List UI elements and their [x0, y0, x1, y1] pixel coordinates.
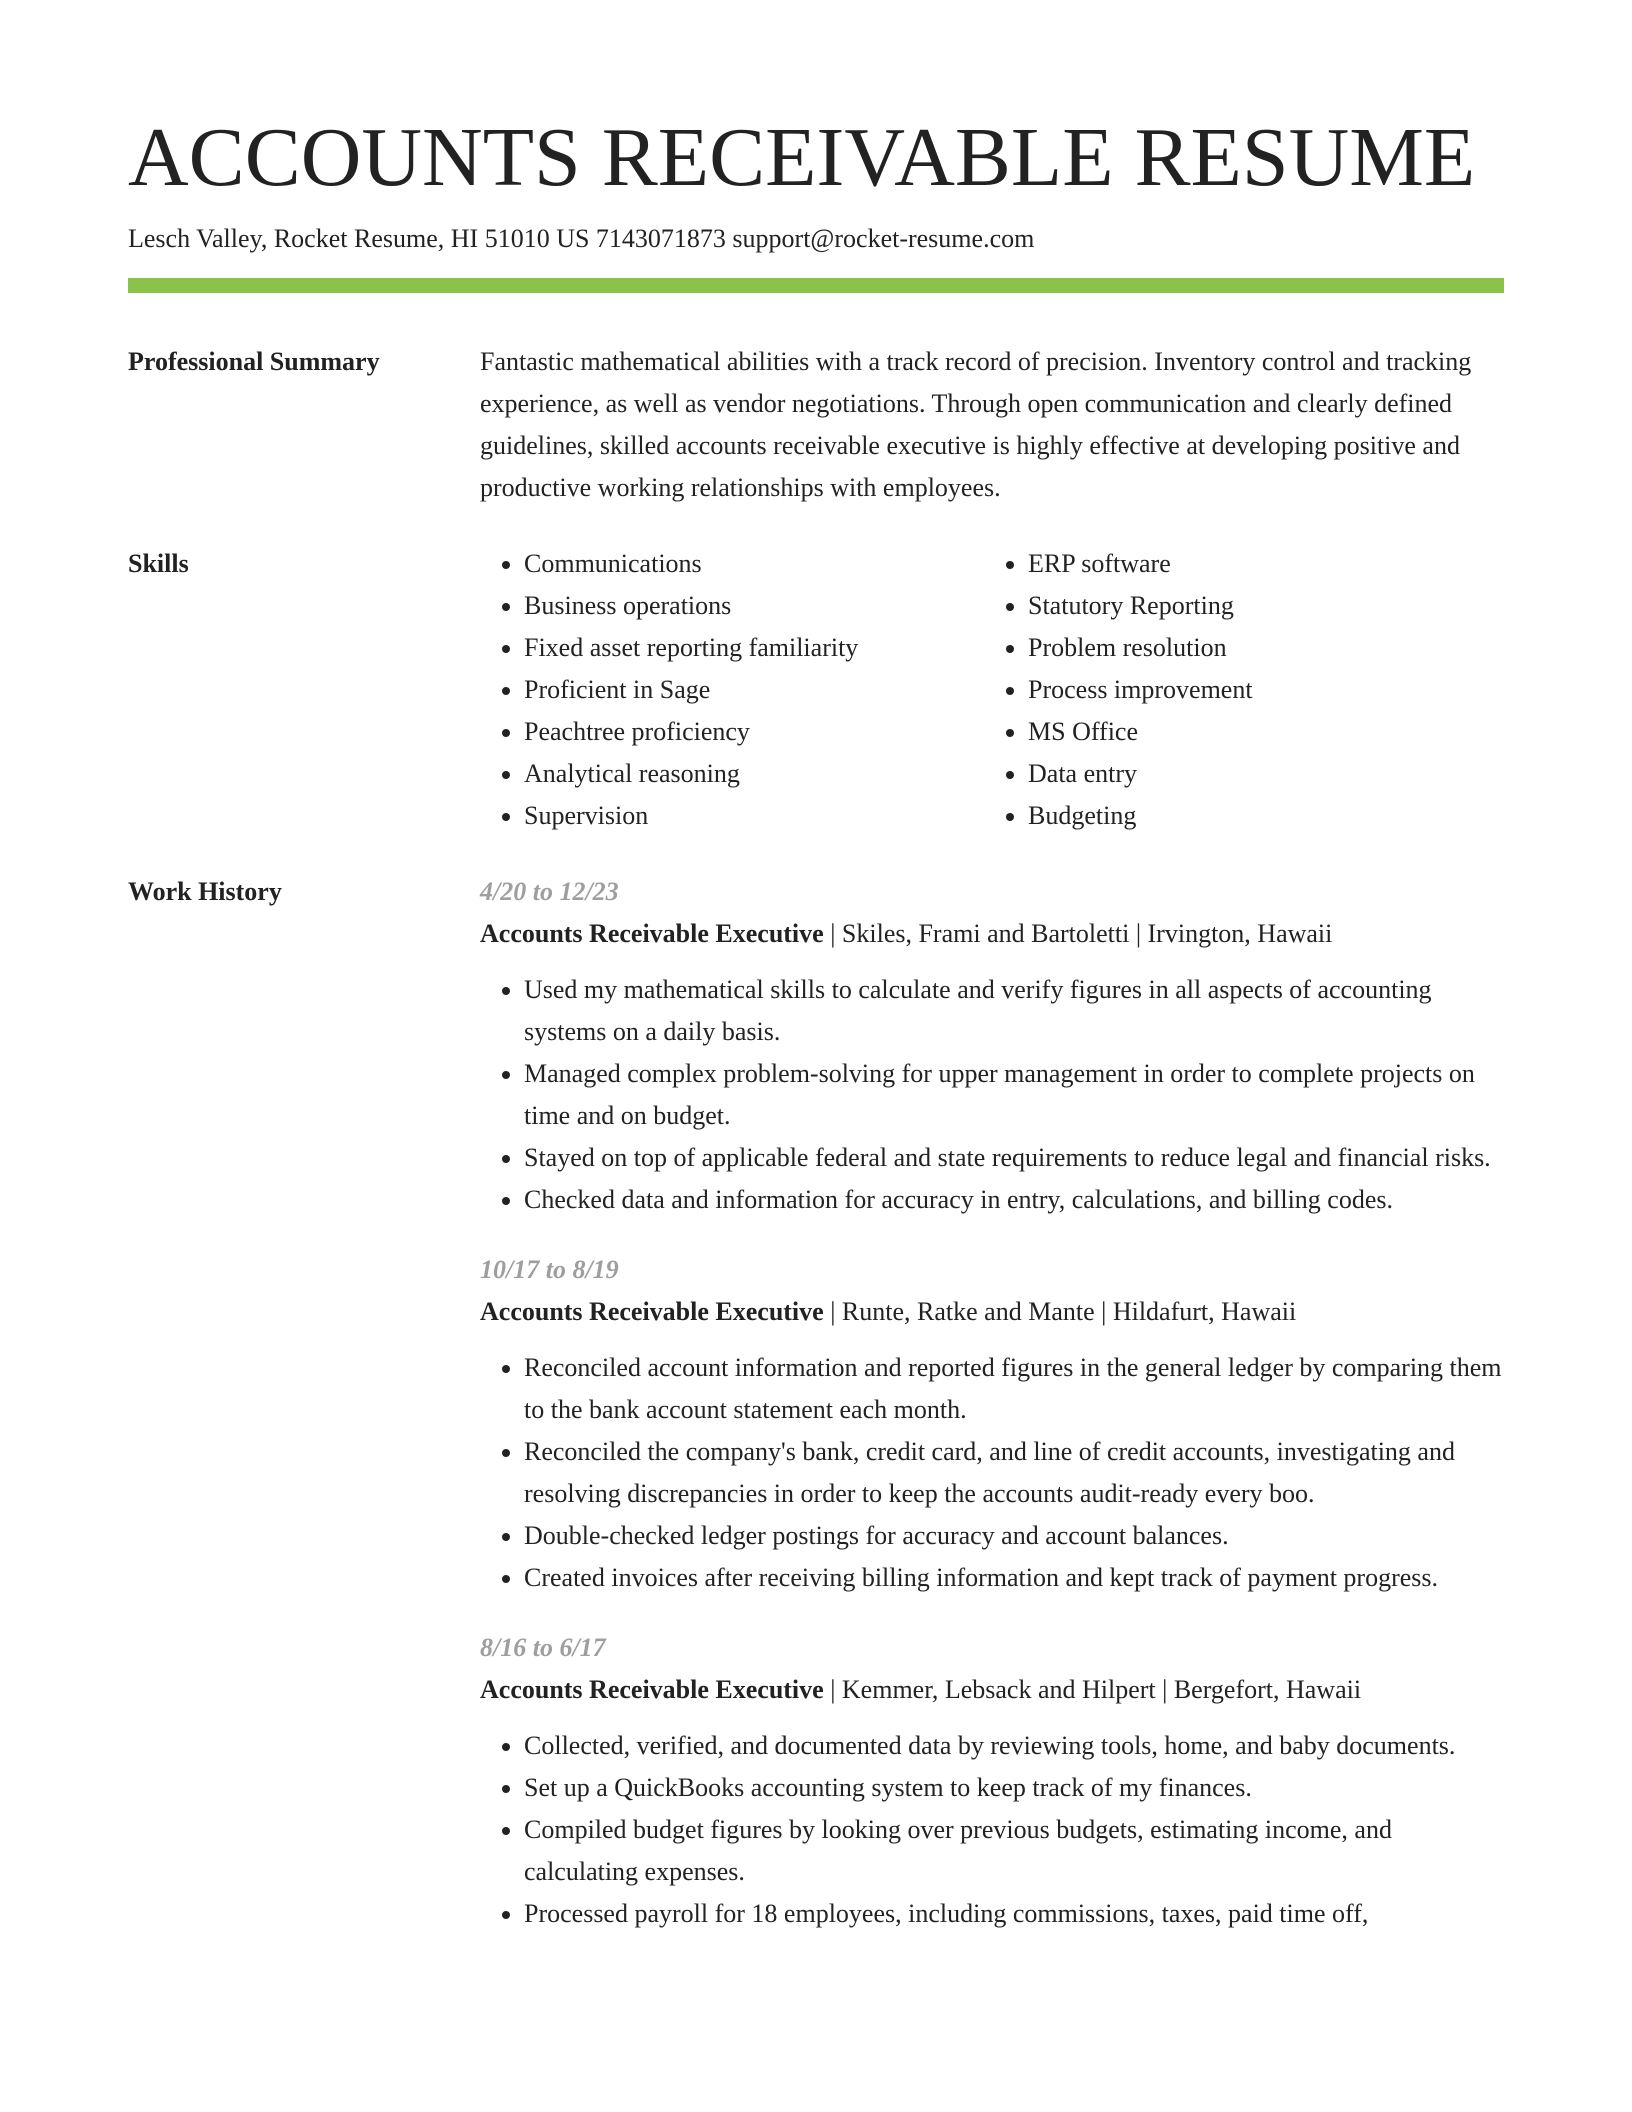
job-duty: • Used my mathematical skills to calculate and verify figures in all aspects of accounting systems on a daily basis.	[524, 969, 1504, 1053]
job-duty: • Collected, verified, and documented data by reviewing tools, home, and baby documents.	[524, 1725, 1504, 1767]
job-duties-list	[480, 1725, 1504, 1935]
skill-item: • Supervision	[524, 795, 984, 837]
job-entry	[480, 871, 1504, 1221]
job-duty: • Reconciled the company's bank, credit card, and line of credit accounts, investigating and resolving discrepancies in order to keep the accounts audit-ready every boo.	[524, 1431, 1504, 1515]
job-dates: 10/17 to 8/19	[480, 1255, 619, 1285]
job-duty: • Reconciled account information and reported figures in the general ledger by comparing them to the bank account statement each month.	[524, 1347, 1504, 1431]
job-employer-location: | Skiles, Frami and Bartoletti | Irvington, Hawaii	[823, 919, 1333, 949]
skill-item: • Data entry	[1028, 753, 1488, 795]
job-duty: • Double-checked ledger postings for accuracy and account balances.	[524, 1515, 1504, 1557]
skill-item: • MS Office	[1028, 711, 1488, 753]
skill-item: • Proficient in Sage	[524, 669, 984, 711]
job-duty: • Checked data and information for accuracy in entry, calculations, and billing codes.	[524, 1179, 1504, 1221]
job-title: Accounts Receivable Executive	[480, 1675, 824, 1705]
job-heading	[480, 1669, 1504, 1711]
accent-divider	[128, 278, 1504, 293]
resume-title: ACCOUNTS RECEIVABLE RESUME	[128, 111, 1476, 204]
skill-item: • Problem resolution	[1028, 627, 1488, 669]
job-title: Accounts Receivable Executive	[480, 1297, 824, 1327]
section-heading-skills: Skills	[128, 549, 189, 579]
section-heading-work: Work History	[128, 877, 282, 907]
skills-section	[128, 543, 1504, 837]
job-heading	[480, 913, 1504, 955]
job-dates: 8/16 to 6/17	[480, 1633, 606, 1663]
job-duties-list	[480, 969, 1504, 1221]
skill-item: • Statutory Reporting	[1028, 585, 1488, 627]
skill-item: • ERP software	[1028, 543, 1488, 585]
job-duty: • Created invoices after receiving billing information and kept track of payment progress.	[524, 1557, 1504, 1599]
skill-item: • Budgeting	[1028, 795, 1488, 837]
job-duties-list	[480, 1347, 1504, 1599]
job-duty: • Stayed on top of applicable federal and state requirements to reduce legal and financial risks.	[524, 1137, 1504, 1179]
job-duty: • Processed payroll for 18 employees, including commissions, taxes, paid time off,	[524, 1893, 1504, 1935]
summary-text: Fantastic mathematical abilities with a track record of precision. Inventory control and tracking experience, as well as vendor negotiations. Through open communication and clearly defined guidelines, skilled accounts receivable executive is highly effective at developing positive and productive working relationships with employees.	[480, 347, 1472, 503]
job-heading	[480, 1291, 1504, 1333]
job-entry	[480, 1249, 1504, 1599]
job-dates: 4/20 to 12/23	[480, 877, 619, 907]
job-employer-location: | Runte, Ratke and Mante | Hildafurt, Hawaii	[823, 1297, 1297, 1327]
skill-item: • Communications	[524, 543, 984, 585]
job-duty: • Set up a QuickBooks accounting system to keep track of my finances.	[524, 1767, 1504, 1809]
skill-item: • Business operations	[524, 585, 984, 627]
skill-item: • Peachtree proficiency	[524, 711, 984, 753]
section-heading-summary: Professional Summary	[128, 347, 380, 377]
skills-list-right	[984, 543, 1488, 837]
job-duty: • Managed complex problem-solving for upper management in order to complete projects on time and on budget.	[524, 1053, 1504, 1137]
skill-item: • Analytical reasoning	[524, 753, 984, 795]
professional-summary-section	[128, 341, 1504, 509]
job-title: Accounts Receivable Executive	[480, 919, 824, 949]
job-entry	[480, 1627, 1504, 1935]
skill-item: • Process improvement	[1028, 669, 1488, 711]
resume-page	[128, 112, 1504, 1963]
work-history-section	[128, 871, 1504, 1963]
job-duty: • Compiled budget figures by looking over previous budgets, estimating income, and calculating expenses.	[524, 1809, 1504, 1893]
skills-list-left	[480, 543, 984, 837]
job-employer-location: | Kemmer, Lebsack and Hilpert | Bergefort, Hawaii	[823, 1675, 1362, 1705]
contact-line: Lesch Valley, Rocket Resume, HI 51010 US 7143071873 support@rocket-resume.com	[128, 224, 1035, 254]
skill-item: • Fixed asset reporting familiarity	[524, 627, 984, 669]
